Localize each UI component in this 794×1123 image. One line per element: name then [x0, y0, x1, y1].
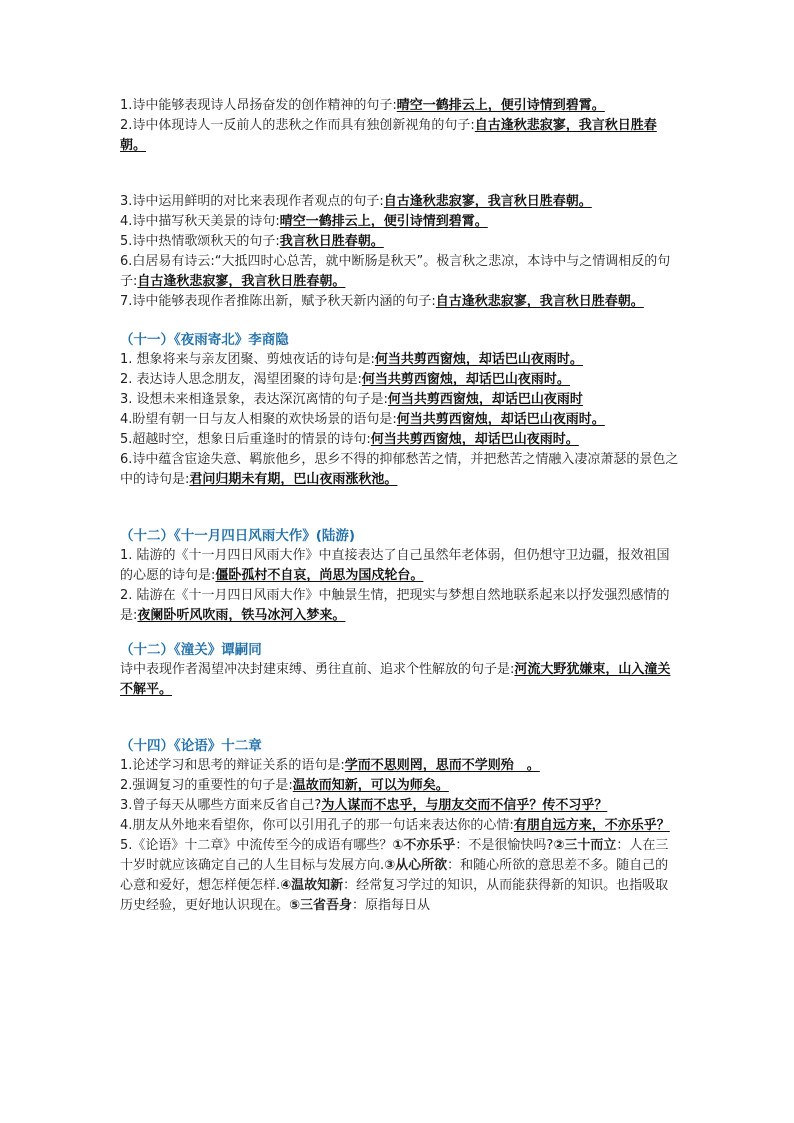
answer-text: 何当共剪西窗烛，却话巴山夜雨时。: [361, 372, 570, 387]
list-item: [120, 660, 680, 700]
answer-text: 自古逢秋悲寂寥，我言秋日胜春朝。: [383, 194, 592, 209]
section-heading: （十四）《论语》十二章: [120, 738, 262, 754]
idiom-term: ③从心所欲: [384, 858, 448, 873]
question-text: 6.白居易有诗云:“大抵四时心总苦，就中断肠是秋天”。极言秋之悲凉，本诗中与之情调相反的句子:: [120, 254, 671, 289]
list-item: [120, 816, 680, 836]
question-text: 1.诗中能够表现诗人昂扬奋发的创作精神的句子:: [120, 98, 397, 113]
answer-text: 学而不思则罔，思而不学则殆 。: [344, 758, 540, 773]
question-text: 2. 陆游在《十一月四日风雨大作》中触景生情，把现实与梦想自然地联系起来以抒发强烈感情的是:: [120, 588, 670, 623]
answer-text: 何当共剪西窗烛，却话巴山夜雨时。: [396, 412, 605, 427]
answer-text: 夜阑卧听风吹雨，铁马冰河入梦来。: [137, 608, 346, 623]
idiom-term: ②三十而立: [553, 838, 617, 853]
question-text: 3. 设想未来相逢景象，表达深沉离情的句子是:: [120, 392, 388, 407]
list-item: [120, 212, 680, 232]
question-text: 5.《论语》十二章》中流传至今的成语有哪些？: [120, 838, 393, 853]
question-text: 4.朋友从外地来看望你，你可以引用孔子的那一句话来表达你的心情:: [120, 818, 514, 833]
spacer: [120, 626, 680, 640]
list-item: [120, 756, 680, 776]
question-text: 5.超越时空，想象日后重逢时的情景的诗句:: [120, 432, 371, 447]
idiom-meaning: ：经常复习学过的知识，从而能获得新的知识。也指吸取历史经验，更好地认识现在。: [120, 878, 669, 913]
list-item: [120, 192, 680, 212]
question-text: 4.盼望有朝一日与友人相聚的欢快场景的语句是:: [120, 412, 397, 427]
list-item: [120, 546, 680, 586]
list-item: [120, 836, 680, 916]
question-text: 7.诗中能够表现作者推陈出新，赋予秋天新内涵的句子:: [120, 294, 436, 309]
question-text: 2.强调复习的重要性的句子是:: [120, 778, 293, 793]
list-item: [120, 586, 680, 626]
answer-text: 为人谋而不忠乎，与朋友交而不信乎？传不习乎？: [321, 798, 608, 813]
answer-text: 君问归期未有期，巴山夜雨涨秋池。: [189, 472, 398, 487]
list-item: [120, 370, 680, 390]
list-item: [120, 252, 680, 292]
answer-text: 何当共剪西窗烛，却话巴山夜雨时。: [370, 432, 579, 447]
list-item: [120, 390, 680, 410]
answer-text: 僵卧孤村不自哀，尚思为国戍轮台。: [215, 568, 424, 583]
list-item: [120, 116, 680, 156]
idiom-meaning: ：原指每日从: [352, 898, 431, 913]
answer-text: 自古逢秋悲寂寥，我言秋日胜春朝。: [120, 118, 657, 153]
document-body: [120, 96, 680, 916]
list-item: [120, 776, 680, 796]
spacer: [120, 490, 680, 526]
list-item: [120, 232, 680, 252]
answer-text: 有朋自远方来，不亦乐乎？: [513, 818, 670, 833]
idiom-meaning: ：和随心所欲的意思差不多。随自己的心意和爱好，想怎样便怎样.: [120, 858, 669, 893]
idiom-meaning: ：人在三十岁时就应该确定自己的人生目标与发展方向.: [120, 838, 669, 873]
section-heading: （十二）《十一月四日风雨大作》(陆游): [120, 528, 356, 544]
section-heading: （十一）《夜雨寄北》李商隐: [120, 332, 289, 348]
answer-text: 自古逢秋悲寂寥，我言秋日胜春朝。: [435, 294, 644, 309]
idiom-meaning: ：不是很愉快吗?: [455, 838, 554, 853]
answer-text: 我言秋日胜春朝。: [279, 234, 384, 249]
answer-text: 何当共剪西窗烛，却话巴山夜雨时。: [374, 352, 583, 367]
question-text: 3.曾子每天从哪些方面来反省自己?: [120, 798, 322, 813]
answer-text: 晴空一鹤排云上，便引诗情到碧霄。: [279, 214, 488, 229]
question-text: 1. 陆游的《十一月四日风雨大作》中直接表达了自己虽然年老体弱，但仍想守卫边疆，报效祖国的心愿的诗句是:: [120, 548, 670, 583]
idiom-term: ⑤三省吾身: [289, 898, 353, 913]
question-text: 1. 想象将来与亲友团聚、剪烛夜话的诗句是:: [120, 352, 375, 367]
answer-text: 何当共剪西窗烛，却话巴山夜雨时: [387, 392, 583, 407]
question-text: 6.诗中蕴含宦途失意、羁旅他乡，思乡不得的抑郁愁苦之情，并把愁苦之情融入凄凉萧瑟的景色之中的诗句是:: [120, 452, 679, 487]
list-item: [120, 410, 680, 430]
question-text: 5.诗中热情歌颂秋天的句子:: [120, 234, 280, 249]
answer-text: 晴空一鹤排云上，便引诗情到碧霄。: [396, 98, 605, 113]
idiom-term: ④温故知新: [280, 878, 344, 893]
answer-text: 河流大野犹嫌束，山入潼关不解平。: [120, 662, 671, 697]
idiom-term: ①不亦乐乎: [392, 838, 456, 853]
list-item: [120, 292, 680, 312]
question-text: 1.论述学习和思考的辩证关系的语句是:: [120, 758, 345, 773]
question-text: 4.诗中描写秋天美景的诗句:: [120, 214, 280, 229]
question-text: 2. 表达诗人思念朋友，渴望团聚的诗句是:: [120, 372, 362, 387]
question-text: 诗中表现作者渴望冲决封建束缚、勇往直前、追求个性解放的句子是:: [120, 662, 515, 677]
spacer: [120, 156, 680, 192]
question-text: 3.诗中运用鲜明的对比来表现作者观点的句子:: [120, 194, 384, 209]
list-item: [120, 96, 680, 116]
answer-text: 自古逢秋悲寂寥，我言秋日胜春朝。: [137, 274, 346, 289]
list-item: [120, 796, 680, 816]
question-text: 2.诗中体现诗人一反前人的悲秋之作而具有独创新视角的句子:: [120, 118, 475, 133]
list-item: [120, 350, 680, 370]
section-heading: （十二）《潼关》谭嗣同: [120, 642, 262, 658]
answer-text: 温故而知新，可以为师矣。: [292, 778, 449, 793]
list-item: [120, 450, 680, 490]
spacer: [120, 312, 680, 330]
list-item: [120, 430, 680, 450]
spacer: [120, 700, 680, 736]
